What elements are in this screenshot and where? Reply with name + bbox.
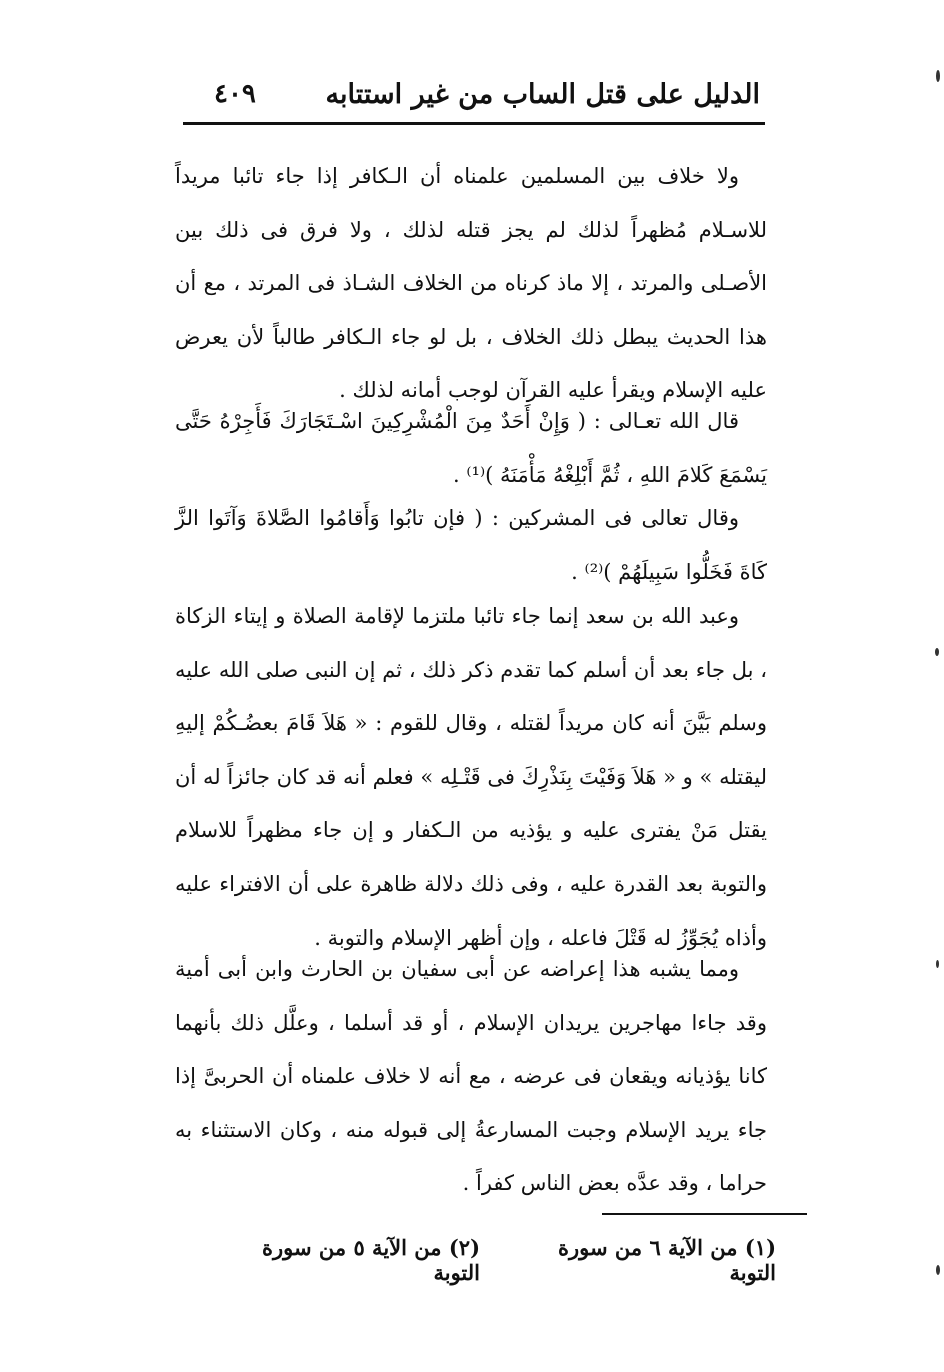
footnote-1: (١) من الآية ٦ من سورة التوبة	[558, 1235, 776, 1285]
paragraph-text: ومما يشبه هذا إعراضه عن أبى سفيان بن الحارث وابن أبى أمية وقد جاءا مهاجرين يريدان الإسلام ، أو قد أسلما ، وعلَّل ذلك بأنهما كانا يؤذيانه ويقعان فى عرضه ، مع أنه لا خلاف علمناه أن الحربىَّ إذا جاء يريد الإسلام وجبت المسارعةُ إلى قبوله منه ، وكان الاستثناء به حراما ، وقد عدَّه بعض الناس كفراً .	[175, 957, 767, 1196]
footnote-rule	[602, 1213, 807, 1215]
footnote-2: (٢) من الآية ٥ من سورة التوبة	[262, 1235, 480, 1285]
header-rule	[183, 122, 765, 125]
page-number: ٤٠٩	[214, 79, 256, 109]
paragraph-3	[175, 492, 767, 599]
paragraph-4	[175, 590, 767, 965]
paragraph-text: قال الله تعـالى : ( وَإِنْ أَحَدٌ مِنَ الْمُشْرِكِينَ اسْـتَجَارَكَ فَأَجِرْهُ حَتَّى يَسْمَعَ كَلامَ اللهِ ، ثُمَّ أَبْلِغْهُ مَأْمَنَهُ )⁽¹⁾ .	[175, 409, 767, 487]
paragraph-text: وقال تعالى فى المشركين : ( فإن تابُوا وَأَقامُوا الصَّلاةَ وَآتَوا الزَّ كَاةَ فَخَلُّوا سَبِيلَهُمْ )⁽²⁾ .	[175, 506, 767, 584]
running-header	[184, 72, 760, 116]
scan-speck	[936, 960, 939, 968]
paragraph-2	[175, 395, 767, 502]
paragraph-1	[175, 150, 767, 418]
scan-speck	[935, 648, 939, 656]
scan-speck	[936, 1265, 940, 1275]
footnotes	[226, 1235, 776, 1285]
paragraph-5	[175, 943, 767, 1211]
scan-speck	[936, 70, 940, 82]
paragraph-text: ولا خلاف بين المسلمين علمناه أن الـكافر إذا جاء تائبا مريداً للاسـلام مُظهراً لذلك لم يجز قتله لذلك ، ولا فرق فى ذلك بين الأصـلى والمرتد ، إلا ماذ كرناه من الخلاف الشـاذ فى المرتد ، مع أن هذا الحديث يبطل ذلك الخلاف ، بل لو جاء الـكافر طالباً لأن يعرض عليه الإسلام ويقرأ عليه القرآن لوجب أمانه لذلك .	[175, 164, 767, 403]
running-title: الدليل على قتل الساب من غير استتابه	[325, 78, 760, 110]
paragraph-text: وعبد الله بن سعد إنما جاء تائبا ملتزما لإقامة الصلاة و إيتاء الزكاة ، بل جاء بعد أن أسلم كما تقدم ذكر ذلك ، ثم إن النبى صلى الله عليه وسلم بَيَّنَ أنه كان مريداً لقتله ، وقال للقوم : « هَلاَ قَامَ بعضُـكُمْ إليهِ ليقتله » و « هَلاَ وَفَيْتَ بِنَذْرِكَ فى قَتْـلِه » فعلم أنه قد كان جائزاً له أن يقتل مَنْ يفترى عليه و يؤذيه من الـكفار و إن جاء مظهراً للاسلام والتوبة بعد القدرة عليه ، وفى ذلك دلالة ظاهرة على أن الافتراء عليه وأذاه يُجَوِّزُ له قَتْلَ فاعله ، وإن أظهر الإسلام والتوبة .	[175, 604, 767, 950]
